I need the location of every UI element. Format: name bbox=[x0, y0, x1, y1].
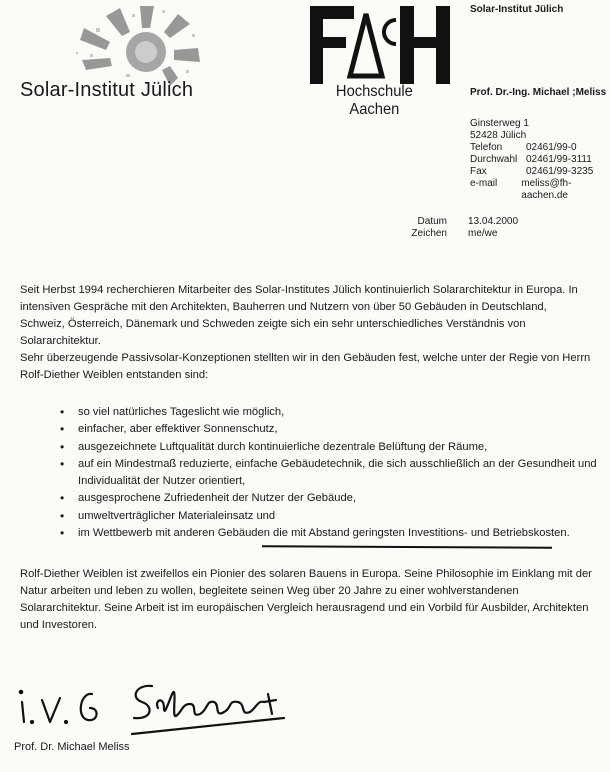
list-item: • ausgezeichnete Luftqualität durch kontinuierliche dezentrale Belüftung der Räume, bbox=[60, 439, 488, 454]
handwritten-underline bbox=[262, 545, 552, 549]
address-value: 02461/99-0 bbox=[526, 142, 577, 153]
meta-values bbox=[468, 216, 518, 240]
address-label: Fax bbox=[470, 166, 487, 177]
sign-label: Zeichen bbox=[411, 228, 447, 239]
signer-name: Prof. Dr. Michael Meliss bbox=[14, 741, 130, 753]
address-value: 02461/99-3111 bbox=[526, 154, 592, 165]
paragraph-concepts: Sehr überzeugende Passivsolar-Konzeptionen stellten wir in den Gebäuden fest, welche unter der Regie von Herrn Rolf-Diether Weiblen entstanden sind: bbox=[20, 352, 591, 381]
sun-logo-icon bbox=[66, 4, 216, 90]
address-label: Telefon bbox=[470, 142, 503, 153]
fh-aachen-logo-icon bbox=[310, 6, 450, 84]
fh-name: Hochschule Aachen bbox=[335, 83, 413, 118]
list-item: • im Wettbewerb mit anderen Gebäuden die mit Abstand geringsten Investitions- und Betriebskosten. bbox=[60, 526, 570, 541]
institute-name: Solar-Institut Jülich bbox=[20, 79, 194, 101]
address-value: 02461/99-3235 bbox=[526, 166, 594, 177]
address-city: 52428 Jülich bbox=[470, 130, 527, 141]
signature-icon bbox=[14, 678, 304, 738]
address-label: Durchwahl bbox=[470, 154, 518, 165]
sender-prof: Prof. Dr.-Ing. Michael ;Meliss bbox=[470, 87, 607, 98]
list-item: • ausgesprochene Zufriedenheit der Nutzer der Gebäude, bbox=[60, 491, 356, 506]
list-item: • einfacher, aber effektiver Sonnenschutz, bbox=[60, 422, 278, 437]
address-value: meliss@fh-aachen.de bbox=[521, 178, 572, 201]
list-item: • auf ein Mindestmaß reduzierte, einfache Gebäudetechnik, die sich ausschließlich an der Gesundheit und Individualität der Nutzer orientiert, bbox=[60, 456, 597, 488]
list-item: • umweltverträglicher Materialeinsatz und bbox=[60, 508, 276, 523]
list-item: • so viel natürliches Tageslicht wie möglich, bbox=[60, 405, 285, 419]
address-row bbox=[470, 142, 610, 154]
address-row bbox=[470, 178, 610, 202]
address-label: e-mail bbox=[470, 178, 498, 189]
sender-institute: Solar-Institut Jülich bbox=[470, 4, 564, 15]
sign-value: me/we bbox=[468, 228, 498, 239]
address-block bbox=[470, 118, 610, 202]
paragraph-intro: Seit Herbst 1994 recherchieren Mitarbeiter des Solar-Institutes Jülich kontinuierlich Solararchitektur in Europa. In intensiven Gespräche mit den Architekten, Bauherren und Nutzern von über 50 Gebäuden in Deutschland, Schweiz, Österreich, Dänemark und Schweden zeigte sich ein sehr unterschiedliches Verständnis von Solararchitektur. bbox=[20, 284, 578, 347]
address-row bbox=[470, 166, 610, 178]
date-value: 13.04.2000 bbox=[468, 216, 519, 227]
bullet-list bbox=[60, 404, 600, 542]
date-label: Datum bbox=[417, 216, 447, 227]
paragraph-pioneer: Rolf-Diether Weiblen ist zweifellos ein Pionier des solaren Bauens in Europa. Seine Philosophie im Einklang mit der Natur arbeiten und leben zu wollen, begleitete seinen Weg über 20 Jahre zu einer wohlverstandenen Solararchitektur. Seine Arbeit ist im europäischen Vergleich herausragend und ein Vorbild für Ausbilder, Architekten und Investoren. bbox=[20, 568, 592, 631]
meta-labels bbox=[395, 216, 447, 240]
address-row bbox=[470, 154, 610, 166]
address-street: Ginsterweg 1 bbox=[470, 118, 529, 129]
